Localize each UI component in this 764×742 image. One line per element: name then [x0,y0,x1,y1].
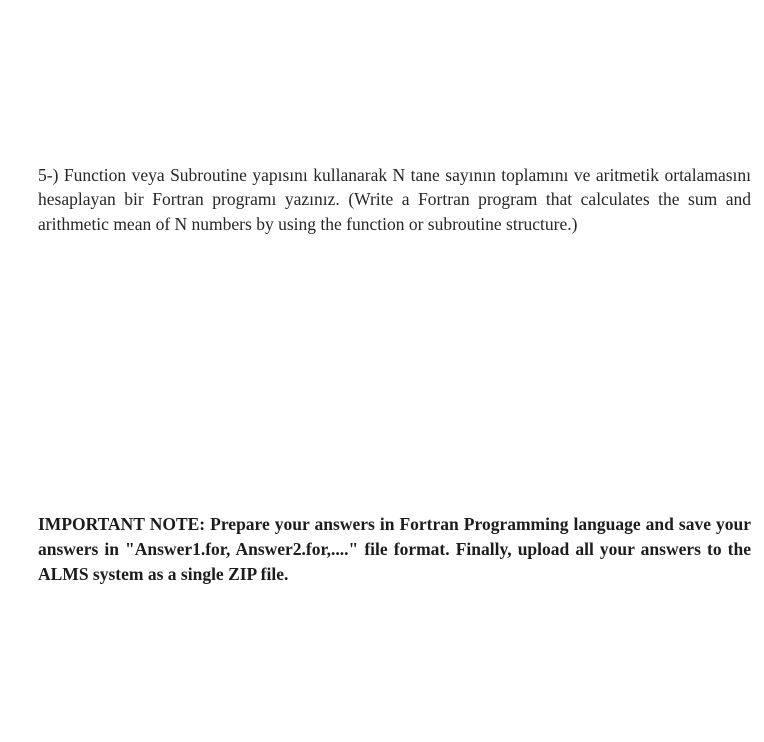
question-text: 5-) Function veya Subroutine yapısını kullanarak N tane sayının toplamını ve aritmetik ortalamasını hesaplayan bir Fortran programı yazınız. (Write a Fortran program that calculates the sum and arithmetic mean of N numbers by using the function or subroutine structure.) [38,164,751,234]
important-note: IMPORTANT NOTE: Prepare your answers in Fortran Programming language and save your answers in "Answer1.for, Answer2.for,...." file format. Finally, upload all your answers to the ALMS system as a single ZIP file. [38,513,751,584]
